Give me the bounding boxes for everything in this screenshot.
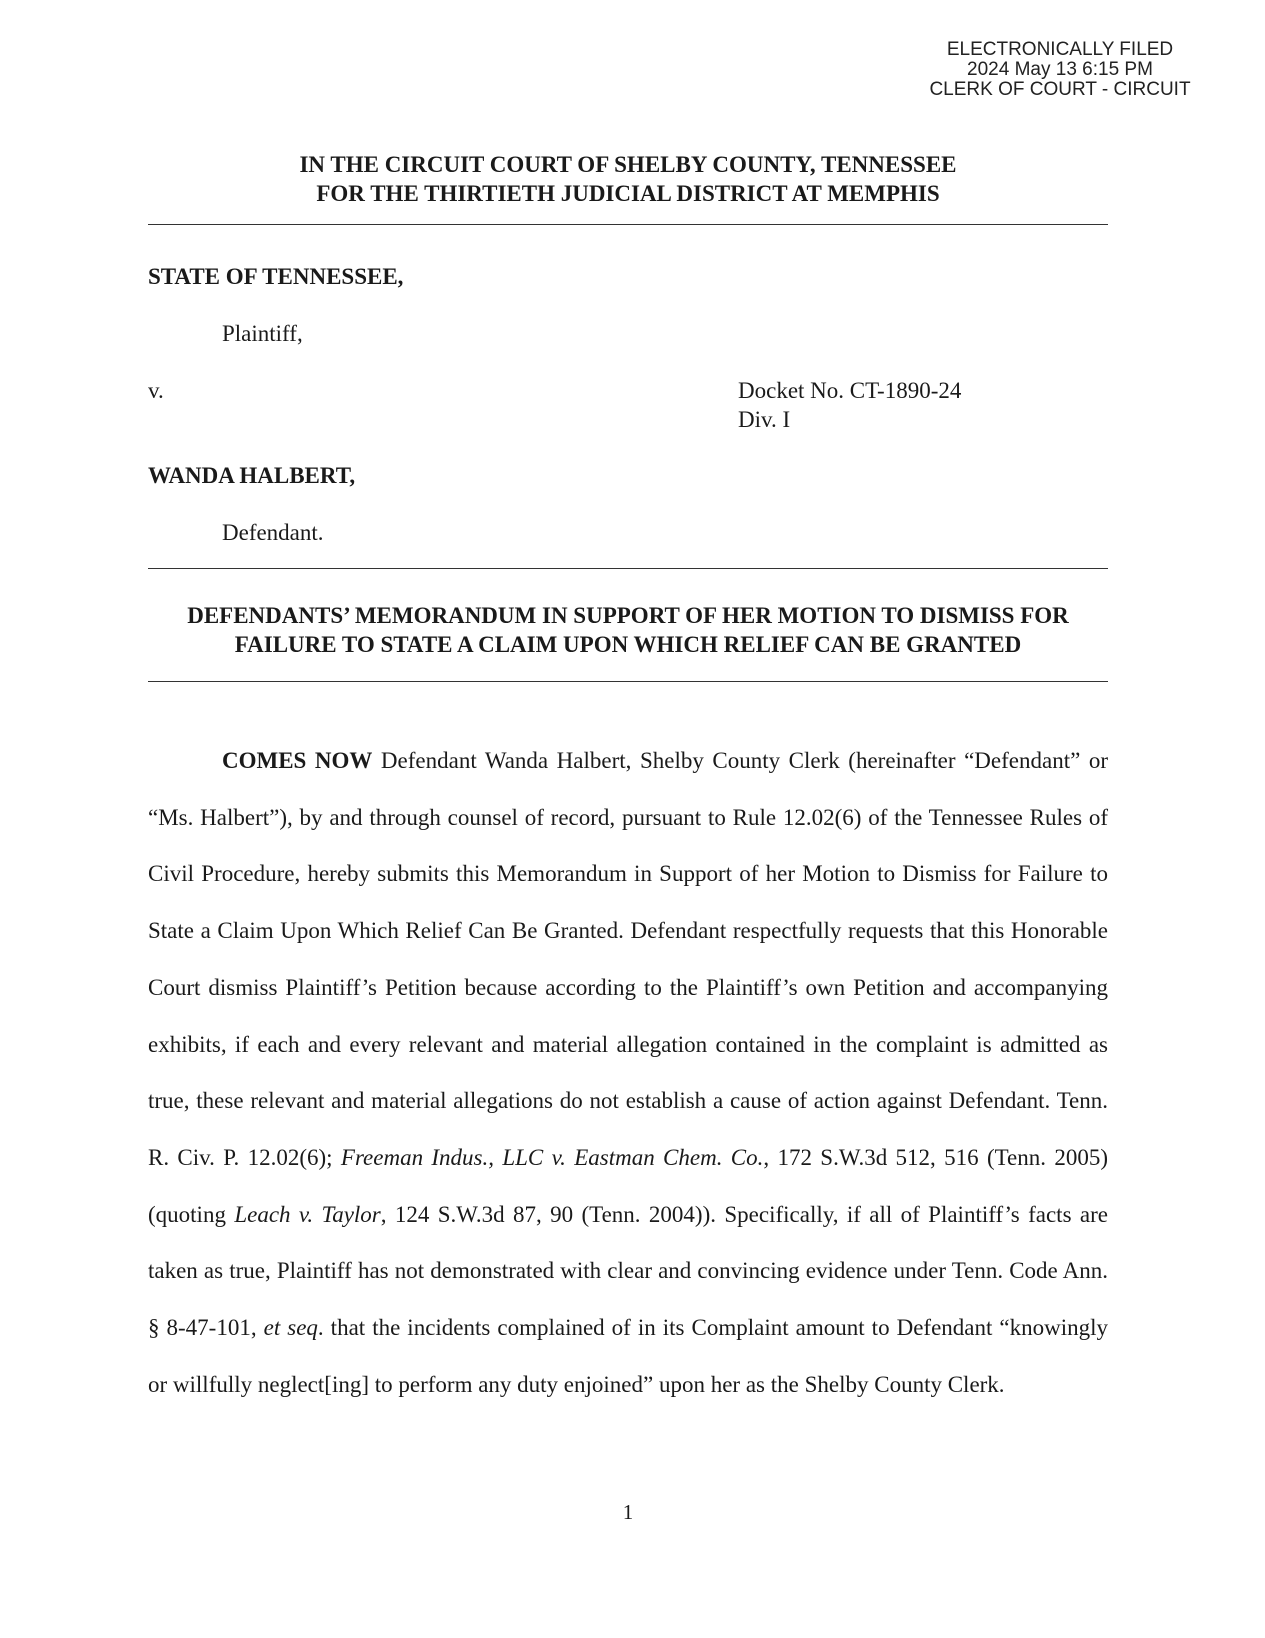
docket-number: Docket No. CT-1890-24 <box>738 378 962 403</box>
electronic-filing-stamp <box>870 40 1250 100</box>
defendant-name: WANDA HALBERT, <box>148 463 356 488</box>
divider-rule <box>148 681 1108 682</box>
page-number: 1 <box>622 1500 634 1524</box>
division-label: Div. I <box>738 407 791 432</box>
body-text-segment: . that the incidents complained of in its Complaint amount to Defendant “knowingly or willfully neglect[ing] to perform any duty enjoined” upon her as the Shelby County Clerk. <box>148 1315 1108 1397</box>
document-title-line-2: FAILURE TO STATE A CLAIM UPON WHICH RELIEF CAN BE GRANTED <box>234 632 1022 657</box>
court-heading-line-2: FOR THE THIRTIETH JUDICIAL DISTRICT AT MEMPHIS <box>316 181 940 206</box>
case-citation-freeman: Freeman Indus., LLC v. Eastman Chem. Co. <box>340 1144 764 1170</box>
defendant-role: Defendant. <box>222 520 324 545</box>
body-text-segment: , 172 S.W.3d 512, 516 (Tenn. 2005) (quoting <box>148 1144 1109 1227</box>
et-seq-citation: et seq <box>263 1315 318 1341</box>
plaintiff-name: STATE OF TENNESSEE, <box>148 264 404 289</box>
document-title <box>148 601 1108 659</box>
memorandum-body-paragraph <box>148 733 1108 1413</box>
filing-stamp-clerk: CLERK OF COURT - CIRCUIT <box>929 79 1191 100</box>
versus-label: v. <box>148 378 164 403</box>
divider-rule <box>148 224 1108 225</box>
divider-rule <box>148 568 1108 569</box>
body-text-segment: , 124 S.W.3d 87, 90 (Tenn. 2004)). Specifically, if all of Plaintiff’s facts are taken as true, Plaintiff has not demonstrated with clear and convincing evidence under Tenn. Code Ann. § 8-47-101, <box>148 1201 1108 1341</box>
filing-stamp-status: ELECTRONICALLY FILED <box>946 39 1174 60</box>
case-citation-leach: Leach v. Taylor <box>234 1201 381 1227</box>
court-heading <box>148 150 1108 208</box>
body-lead-phrase: COMES NOW <box>222 748 373 773</box>
filing-stamp-datetime: 2024 May 13 6:15 PM <box>967 59 1153 80</box>
document-title-line-1: DEFENDANTS’ MEMORANDUM IN SUPPORT OF HER MOTION TO DISMISS FOR <box>187 603 1069 628</box>
plaintiff-role: Plaintiff, <box>222 321 303 346</box>
body-text-segment: Defendant Wanda Halbert, Shelby County Clerk (hereinafter “Defendant” or “Ms. Halbert”), by and through counsel of record, pursuant to Rule 12.02(6) of the Tennessee Rules of Civil Procedure, hereby submits this Memorandum in Support of her Motion to Dismiss for Failure to State a Claim Upon Which Relief Can Be Granted. Defendant respectfully requests that this Honorable Court dismiss Plaintiff’s Petition because according to the Plaintiff’s own Petition and accompanying exhibits, if each and every relevant and material allegation contained in the complaint is admitted as true, these relevant and material allegations do not establish a cause of action against Defendant. Tenn. R. Civ. P. 12.02(6); <box>148 748 1108 1170</box>
court-heading-line-1: IN THE CIRCUIT COURT OF SHELBY COUNTY, TENNESSEE <box>299 152 957 177</box>
